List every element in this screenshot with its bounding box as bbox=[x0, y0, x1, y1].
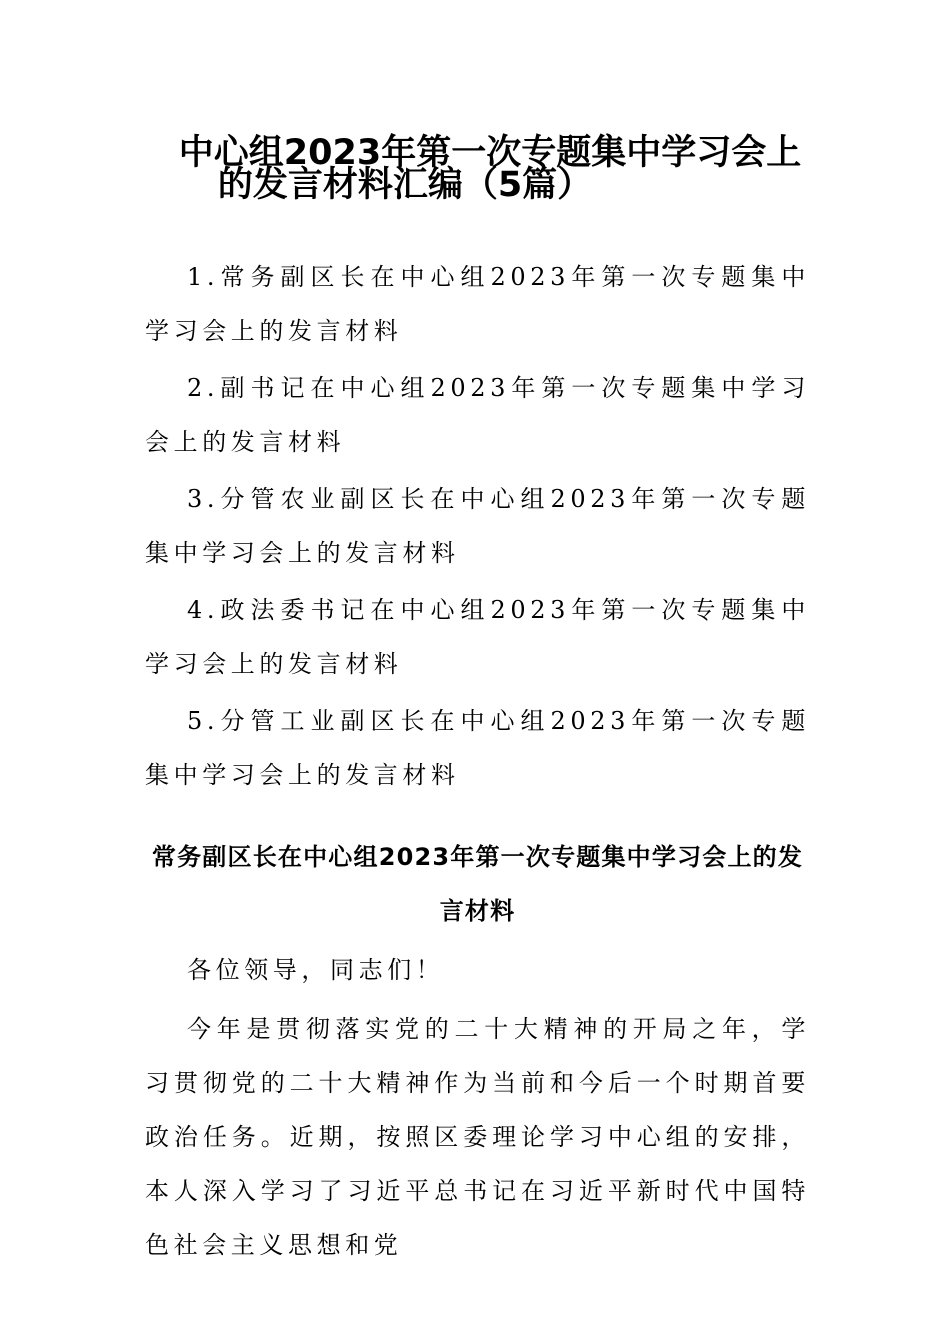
document-title-line-1: 中心组2023年第一次专题集中学习会上 bbox=[178, 133, 802, 173]
toc-item-2: 2.副书记在中心组2023年第一次专题集中学习会上的发言材料 bbox=[145, 374, 810, 456]
toc-item-3: 3.分管农业副区长在中心组2023年第一次专题集中学习会上的发言材料 bbox=[145, 485, 810, 567]
greeting-paragraph: 各位领导，同志们！ bbox=[187, 956, 445, 984]
section-title: 常务副区长在中心组2023年第一次专题集中学习会上的发言材料 bbox=[151, 843, 804, 925]
document-title-line-2: 的发言材料汇编（5篇） bbox=[217, 165, 593, 205]
toc-item-1: 1.常务副区长在中心组2023年第一次专题集中学习会上的发言材料 bbox=[145, 263, 810, 345]
body-paragraph-1: 今年是贯彻落实党的二十大精神的开局之年，学习贯彻党的二十大精神作为当前和今后一个时期首要政治任务。近期，按照区委理论学习中心组的安排，本人深入学习了习近平总书记在习近平新时代中国特色社会主义思想和党 bbox=[145, 1015, 810, 1259]
toc-item-5: 5.分管工业副区长在中心组2023年第一次专题集中学习会上的发言材料 bbox=[145, 707, 810, 789]
toc-item-4: 4.政法委书记在中心组2023年第一次专题集中学习会上的发言材料 bbox=[145, 596, 810, 678]
